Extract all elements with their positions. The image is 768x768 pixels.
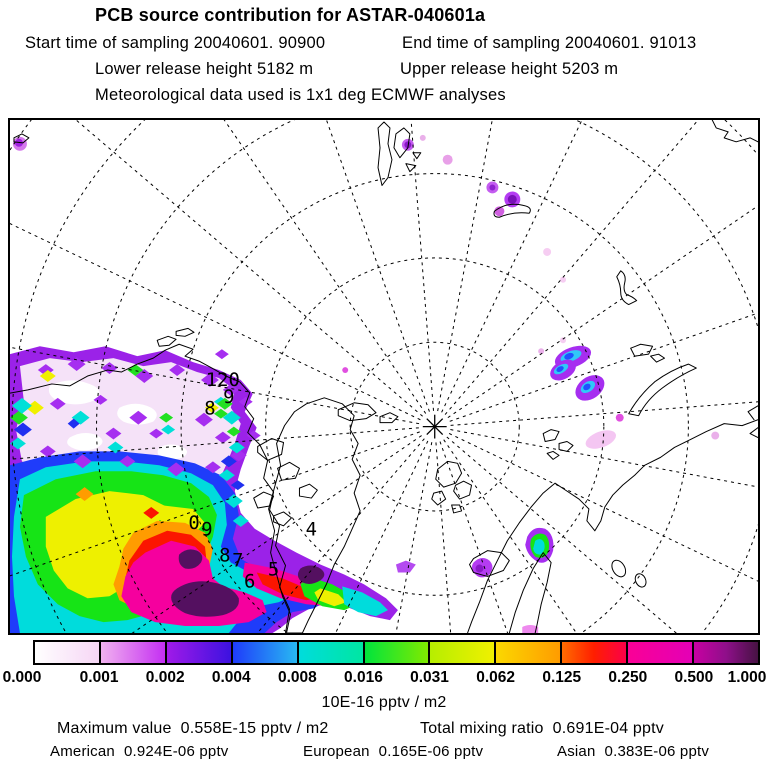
colorbar-tick-label: 0.001 [79,669,119,686]
asian-stat [557,743,709,760]
svg-text:6: 6 [244,570,256,593]
svg-text:9: 9 [223,385,235,408]
colorbar-segment [233,642,299,663]
colorbar-tick-row [2,669,767,687]
polar-map [8,118,760,635]
colorbar-segment [101,642,167,663]
colorbar-tick-label: 0.250 [608,669,648,686]
american-stat [50,743,229,760]
map-canvas [10,120,758,633]
european-stat [303,743,483,760]
colorbar-segment [167,642,233,663]
svg-text:7: 7 [232,549,244,572]
colorbar-segment [365,642,431,663]
total-mixing-ratio-label: Total mixing ratio [420,720,544,737]
colorbar-segment [496,642,562,663]
asian-number: 0.383E-06 pptv [604,743,710,760]
page-title: PCB source contribution for ASTAR-040601a [95,5,486,25]
colorbar-segment [628,642,694,663]
asian-label: Asian [557,743,596,760]
svg-text:9: 9 [201,518,213,541]
colorbar-unit-label: 10E-16 pptv / m2 [321,694,447,711]
colorbar-segment [694,642,758,663]
contour-field [10,135,719,633]
svg-text:120: 120 [205,368,240,391]
met-data-text: Meteorological data used is 1x1 deg ECMWF analyses [95,86,506,104]
total-mixing-ratio-number: 0.691E-04 pptv [552,720,664,737]
maximum-value-stat [57,720,329,738]
start-time-text: Start time of sampling 20040601. 90900 [25,34,326,52]
colorbar-tick-label: 0.008 [277,669,317,686]
upper-release-text: Upper release height 5203 m [400,60,619,78]
svg-text:8: 8 [204,397,216,420]
svg-text:5: 5 [267,558,280,581]
colorbar-segment [299,642,365,663]
colorbar-tick-label: 0.125 [542,669,582,686]
pole-marker-icon [423,415,447,439]
maximum-value-number: 0.558E-15 pptv / m2 [180,720,329,737]
end-time-text: End time of sampling 20040601. 91013 [402,34,697,52]
colorbar-segment [562,642,628,663]
colorbar-tick-label: 0.000 [2,669,42,686]
colorbar-tick-label: 0.062 [476,669,516,686]
total-mixing-ratio-stat [420,720,664,738]
european-number: 0.165E-06 pptv [378,743,484,760]
american-label: American [50,743,115,760]
american-number: 0.924E-06 pptv [123,743,229,760]
colorbar-tick-label: 1.000 [727,669,767,686]
svg-text:8: 8 [219,544,231,567]
colorbar-segment [35,642,101,663]
colorbar-segment [430,642,496,663]
colorbar-tick-label: 0.500 [674,669,714,686]
colorbar-tick-label: 0.004 [211,669,251,686]
maximum-value-label: Maximum value [57,720,172,737]
svg-text:0: 0 [188,511,200,534]
colorbar-tick-label: 0.016 [344,669,383,686]
colorbar [33,640,760,665]
lower-release-text: Lower release height 5182 m [95,60,314,78]
european-label: European [303,743,370,760]
svg-text:4: 4 [305,518,318,541]
colorbar-tick-label: 0.031 [410,669,449,686]
colorbar-tick-label: 0.002 [145,669,185,686]
